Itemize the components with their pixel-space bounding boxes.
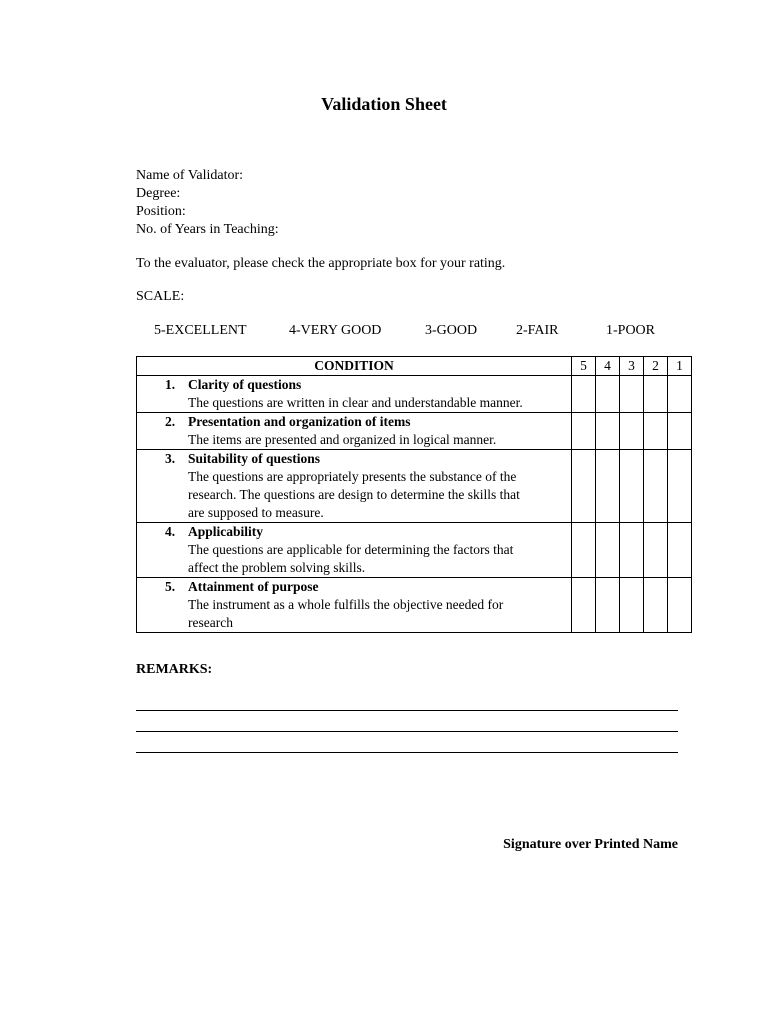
rating-checkbox-1[interactable] bbox=[668, 376, 692, 413]
rating-column-2: 2 bbox=[644, 357, 668, 376]
rating-checkbox-5[interactable] bbox=[572, 376, 596, 413]
scale-item-poor: 1-POOR bbox=[606, 323, 656, 338]
rating-table-header-row bbox=[137, 357, 692, 376]
degree-field: Degree: bbox=[136, 186, 181, 201]
condition-number: 1. bbox=[165, 377, 176, 392]
condition-cell bbox=[137, 376, 572, 413]
rating-checkbox-1[interactable] bbox=[668, 578, 692, 633]
rating-checkbox-3[interactable] bbox=[620, 523, 644, 578]
condition-title: Presentation and organization of items bbox=[188, 414, 411, 429]
page-title: Validation Sheet bbox=[321, 94, 447, 114]
rating-checkbox-2[interactable] bbox=[644, 450, 668, 523]
remarks-line[interactable] bbox=[136, 710, 678, 711]
condition-description: The questions are applicable for determining the factors that bbox=[188, 542, 514, 557]
scale-item-very-good: 4-VERY GOOD bbox=[289, 323, 382, 338]
condition-description: are supposed to measure. bbox=[188, 505, 324, 520]
validator-name-field: Name of Validator: bbox=[136, 168, 244, 183]
rating-checkbox-3[interactable] bbox=[620, 578, 644, 633]
rating-checkbox-4[interactable] bbox=[596, 413, 620, 450]
condition-cell bbox=[137, 578, 572, 633]
scale-item-fair: 2-FAIR bbox=[516, 323, 559, 338]
rating-checkbox-1[interactable] bbox=[668, 450, 692, 523]
condition-title: Suitability of questions bbox=[188, 451, 321, 466]
condition-cell bbox=[137, 413, 572, 450]
rating-checkbox-4[interactable] bbox=[596, 450, 620, 523]
remarks-line[interactable] bbox=[136, 752, 678, 753]
rating-checkbox-3[interactable] bbox=[620, 376, 644, 413]
condition-description: research. The questions are design to determine the skills that bbox=[188, 487, 520, 502]
table-row bbox=[137, 578, 692, 633]
condition-description: The questions are written in clear and understandable manner. bbox=[188, 395, 523, 410]
condition-number: 4. bbox=[165, 524, 176, 539]
condition-number: 2. bbox=[165, 414, 176, 429]
condition-cell bbox=[137, 450, 572, 523]
condition-number: 5. bbox=[165, 579, 176, 594]
rating-column-5: 5 bbox=[572, 357, 596, 376]
rating-checkbox-5[interactable] bbox=[572, 523, 596, 578]
condition-title: Applicability bbox=[188, 524, 264, 539]
condition-description: The instrument as a whole fulfills the objective needed for bbox=[188, 597, 504, 612]
rating-checkbox-2[interactable] bbox=[644, 413, 668, 450]
remarks-line[interactable] bbox=[136, 731, 678, 732]
rating-table bbox=[136, 356, 692, 633]
condition-header: CONDITION bbox=[137, 357, 572, 376]
rating-checkbox-2[interactable] bbox=[644, 578, 668, 633]
remarks-label: REMARKS: bbox=[136, 662, 213, 677]
condition-title: Clarity of questions bbox=[188, 377, 302, 392]
rating-checkbox-2[interactable] bbox=[644, 523, 668, 578]
condition-description: affect the problem solving skills. bbox=[188, 560, 366, 575]
position-field: Position: bbox=[136, 204, 186, 219]
scale-label: SCALE: bbox=[136, 289, 185, 304]
rating-column-1: 1 bbox=[668, 357, 692, 376]
rating-column-3: 3 bbox=[620, 357, 644, 376]
rating-checkbox-5[interactable] bbox=[572, 413, 596, 450]
rating-checkbox-4[interactable] bbox=[596, 578, 620, 633]
scale-item-good: 3-GOOD bbox=[425, 323, 478, 338]
table-row bbox=[137, 523, 692, 578]
condition-description: The items are presented and organized in logical manner. bbox=[188, 432, 497, 447]
rating-checkbox-3[interactable] bbox=[620, 413, 644, 450]
condition-number: 3. bbox=[165, 451, 176, 466]
condition-title: Attainment of purpose bbox=[188, 579, 319, 594]
scale-item-excellent: 5-EXCELLENT bbox=[154, 323, 247, 338]
rating-checkbox-5[interactable] bbox=[572, 450, 596, 523]
table-row bbox=[137, 376, 692, 413]
table-row bbox=[137, 413, 692, 450]
rating-checkbox-5[interactable] bbox=[572, 578, 596, 633]
rating-checkbox-4[interactable] bbox=[596, 376, 620, 413]
rating-checkbox-1[interactable] bbox=[668, 523, 692, 578]
table-row bbox=[137, 450, 692, 523]
rating-column-4: 4 bbox=[596, 357, 620, 376]
rating-checkbox-2[interactable] bbox=[644, 376, 668, 413]
validator-info bbox=[136, 167, 279, 239]
condition-cell bbox=[137, 523, 572, 578]
condition-description: research bbox=[188, 615, 233, 630]
signature-label: Signature over Printed Name bbox=[503, 837, 678, 852]
years-teaching-field: No. of Years in Teaching: bbox=[136, 222, 279, 237]
rating-checkbox-4[interactable] bbox=[596, 523, 620, 578]
evaluator-instruction: To the evaluator, please check the appropriate box for your rating. bbox=[136, 256, 506, 271]
condition-description: The questions are appropriately presents the substance of the bbox=[188, 469, 517, 484]
rating-checkbox-3[interactable] bbox=[620, 450, 644, 523]
rating-checkbox-1[interactable] bbox=[668, 413, 692, 450]
